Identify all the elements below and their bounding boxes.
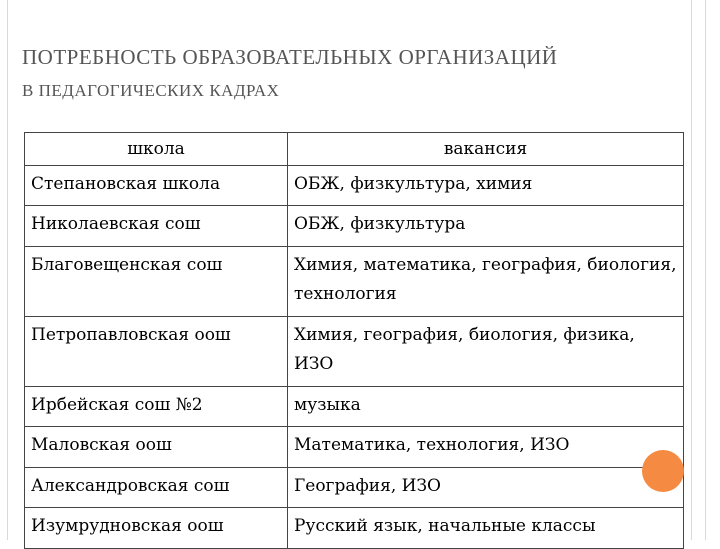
cell-vacancy: Математика, технология, ИЗО — [288, 427, 684, 468]
cell-school: Петропавловская оош — [25, 316, 288, 386]
header-vacancy: вакансия — [288, 133, 684, 166]
table-row — [25, 508, 684, 549]
slide-title — [22, 40, 692, 108]
cell-school: Николаевская сош — [25, 206, 288, 247]
table-header-row — [25, 133, 684, 166]
table-row — [25, 427, 684, 468]
header-school: школа — [25, 133, 288, 166]
cell-school: Изумрудновская оош — [25, 508, 288, 549]
cell-school: Маловская оош — [25, 427, 288, 468]
cell-school: Александровская сош — [25, 467, 288, 508]
table-row — [25, 467, 684, 508]
cell-vacancy: музыка — [288, 386, 684, 427]
slide-title-line2: В ПЕДАГОГИЧЕСКИХ КАДРАХ — [22, 81, 280, 100]
cell-vacancy: Русский язык, начальные классы — [288, 508, 684, 549]
cell-school: Степановская школа — [25, 165, 288, 206]
cell-vacancy: География, ИЗО — [288, 467, 684, 508]
table-row — [25, 386, 684, 427]
frame-line-left — [7, 0, 8, 540]
accent-circle-decoration — [642, 450, 684, 492]
vacancy-table — [24, 132, 684, 549]
cell-vacancy: Химия, география, биология, физика, ИЗО — [288, 316, 684, 386]
cell-vacancy: ОБЖ, физкультура — [288, 206, 684, 247]
slide-title-line1: ПОТРЕБНОСТЬ ОБРАЗОВАТЕЛЬНЫХ ОРГАНИЗАЦИЙ — [22, 45, 558, 69]
table-row — [25, 165, 684, 206]
table-row — [25, 316, 684, 386]
cell-vacancy: ОБЖ, физкультура, химия — [288, 165, 684, 206]
cell-vacancy: Химия, математика, география, биология, технология — [288, 246, 684, 316]
frame-line-right-outer — [705, 0, 706, 540]
cell-school: Благовещенская сош — [25, 246, 288, 316]
table-row — [25, 206, 684, 247]
table-row — [25, 246, 684, 316]
cell-school: Ирбейская сош №2 — [25, 386, 288, 427]
